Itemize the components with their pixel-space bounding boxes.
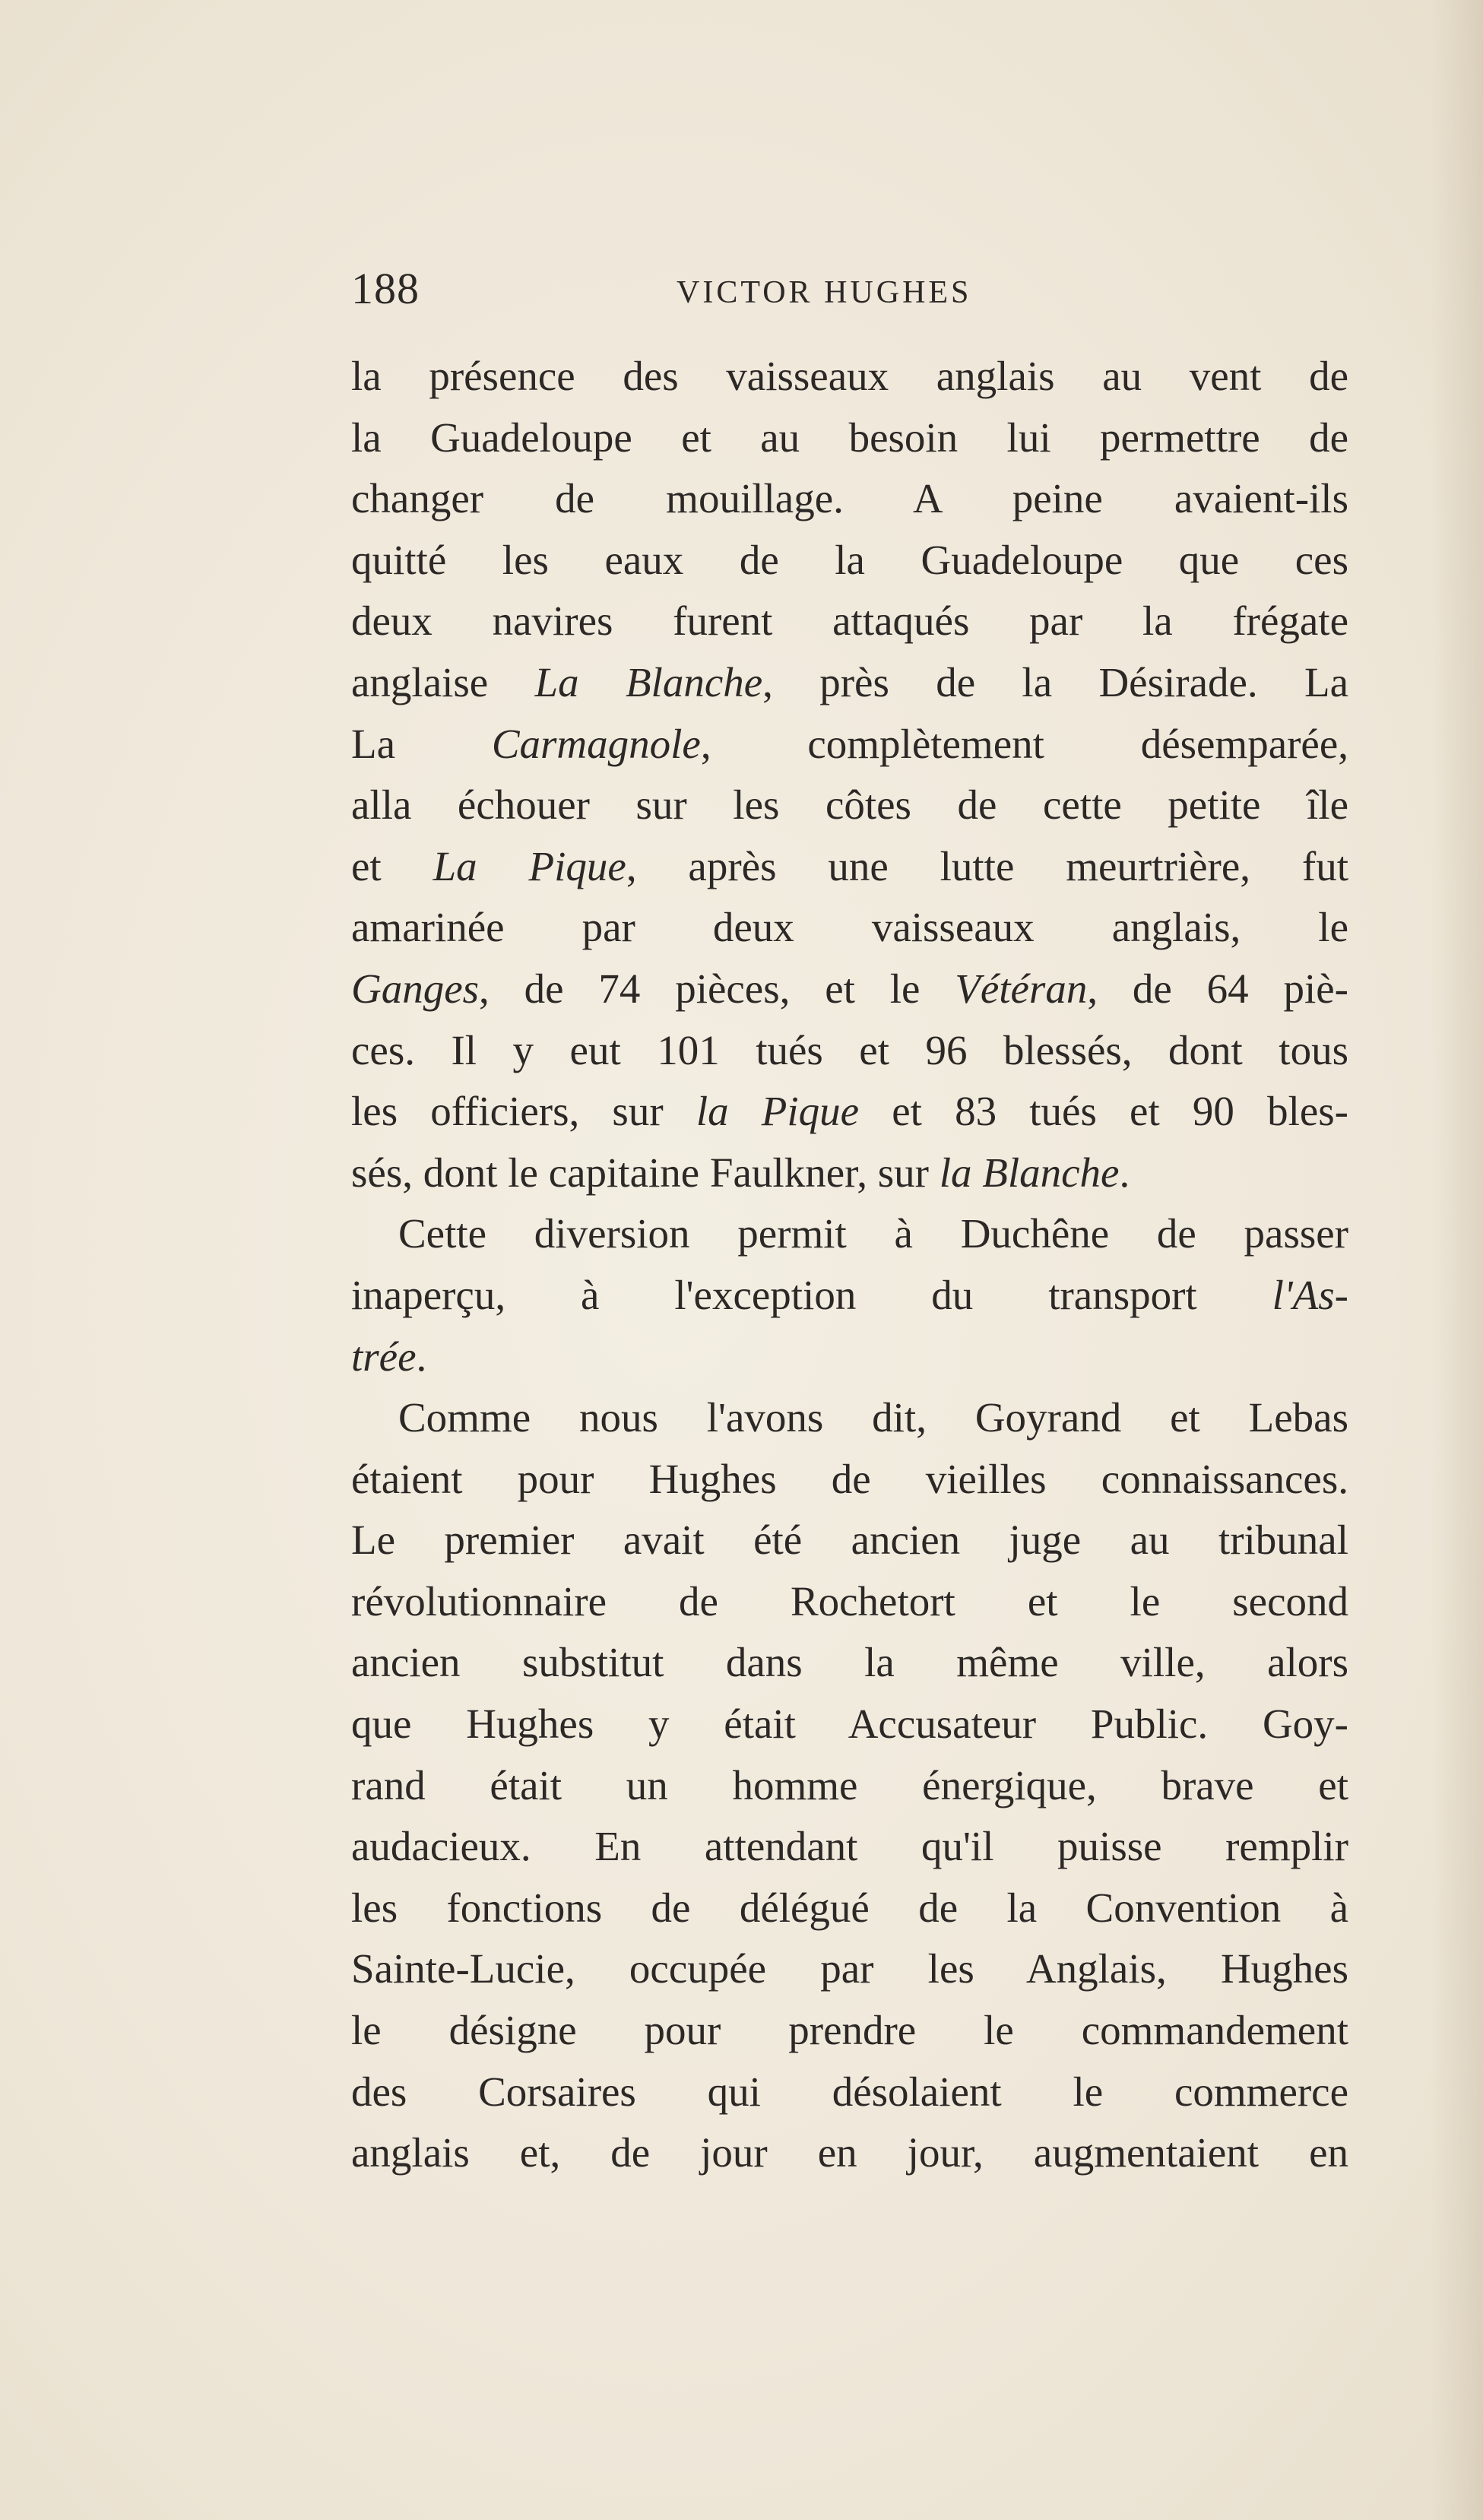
text-line: Cette diversion permit à Duchêne de passer xyxy=(398,1210,1348,1257)
italic-ship-name: La Blanche xyxy=(534,658,763,705)
text-run: et xyxy=(351,842,433,889)
text-line: ces. Il y eut 101 tués et 96 blessés, dont tous xyxy=(351,1026,1348,1073)
text-line: audacieux. En attendant qu'il puisse remplir xyxy=(351,1823,1348,1870)
text-run: La xyxy=(351,720,492,767)
text-line: Comme nous l'avons dit, Goyrand et Lebas xyxy=(398,1394,1348,1441)
text-line xyxy=(351,836,1348,898)
text-line: des Corsaires qui désolaient le commerce xyxy=(351,2068,1348,2115)
page-number: 188 xyxy=(351,264,420,313)
text-run: anglaise xyxy=(351,658,535,705)
text-run: . xyxy=(1119,1149,1130,1196)
text-line: deux navires furent attaqués par la frégate xyxy=(351,598,1348,645)
text-run: , de 74 pièces, et le xyxy=(479,965,955,1012)
body-text xyxy=(351,346,1348,2184)
text-line xyxy=(351,1265,1348,1327)
text-line: étaient pour Hughes de vieilles connaissances. xyxy=(351,1455,1348,1502)
text-line: les fonctions de délégué de la Convention à xyxy=(351,1884,1348,1931)
text-run: inaperçu, à l'exception du transport xyxy=(351,1271,1272,1318)
text-line xyxy=(351,714,1348,775)
italic-ship-name: la Blanche xyxy=(939,1149,1120,1196)
text-line xyxy=(351,959,1348,1020)
italic-ship-name: trée xyxy=(351,1333,417,1380)
italic-ship-name: Carmagnole xyxy=(491,720,701,767)
text-line: révolutionnaire de Rochetort et le second xyxy=(351,1577,1348,1625)
text-run: les officiers, sur xyxy=(351,1088,696,1135)
running-title: VICTOR HUGHES xyxy=(677,275,972,310)
text-line xyxy=(351,1143,1348,1204)
text-run: , après une lutte meurtrière, fut xyxy=(626,842,1348,889)
page-edge-shadow xyxy=(1430,0,1483,2520)
text-line: quitté les eaux de la Guadeloupe que ces xyxy=(351,536,1348,583)
text-line: la Guadeloupe et au besoin lui permettre de xyxy=(351,414,1348,461)
text-line: changer de mouillage. A peine avaient-ils xyxy=(351,475,1348,522)
text-line: ancien substitut dans la même ville, alors xyxy=(351,1639,1348,1686)
italic-ship-name: La Pique xyxy=(433,842,626,889)
italic-ship-name: la Pique xyxy=(696,1088,860,1135)
text-line: Sainte-Lucie, occupée par les Anglais, Hughes xyxy=(351,1945,1348,1992)
text-line: que Hughes y était Accusateur Public. Goy- xyxy=(351,1701,1348,1748)
text-run: . xyxy=(416,1333,427,1380)
text-line: la présence des vaisseaux anglais au vent de xyxy=(351,353,1348,399)
text-line xyxy=(351,652,1348,714)
italic-ship-name: l'As- xyxy=(1272,1271,1348,1318)
page-header xyxy=(351,262,1348,315)
text-run: , de 64 piè- xyxy=(1087,965,1348,1012)
text-line: anglais et, de jour en jour, augmentaient en xyxy=(351,2129,1348,2176)
text-run: , près de la Désirade. La xyxy=(762,658,1348,705)
text-line xyxy=(351,1081,1348,1143)
text-line: le désigne pour prendre le commandement xyxy=(351,2007,1348,2054)
text-run: et 83 tués et 90 bles- xyxy=(859,1088,1348,1135)
text-line: rand était un homme énergique, brave et xyxy=(351,1761,1348,1808)
text-run: , complètement désemparée, xyxy=(700,720,1348,767)
text-line: Le premier avait été ancien juge au tribunal xyxy=(351,1517,1348,1564)
text-line xyxy=(351,1327,1348,1388)
text-run: sés, dont le capitaine Faulkner, sur xyxy=(351,1149,940,1196)
italic-ship-name: Ganges xyxy=(351,965,480,1012)
text-line: alla échouer sur les côtes de cette petite île xyxy=(351,781,1348,829)
text-line: amarinée par deux vaisseaux anglais, le xyxy=(351,904,1348,951)
italic-ship-name: Vétéran xyxy=(955,965,1088,1012)
